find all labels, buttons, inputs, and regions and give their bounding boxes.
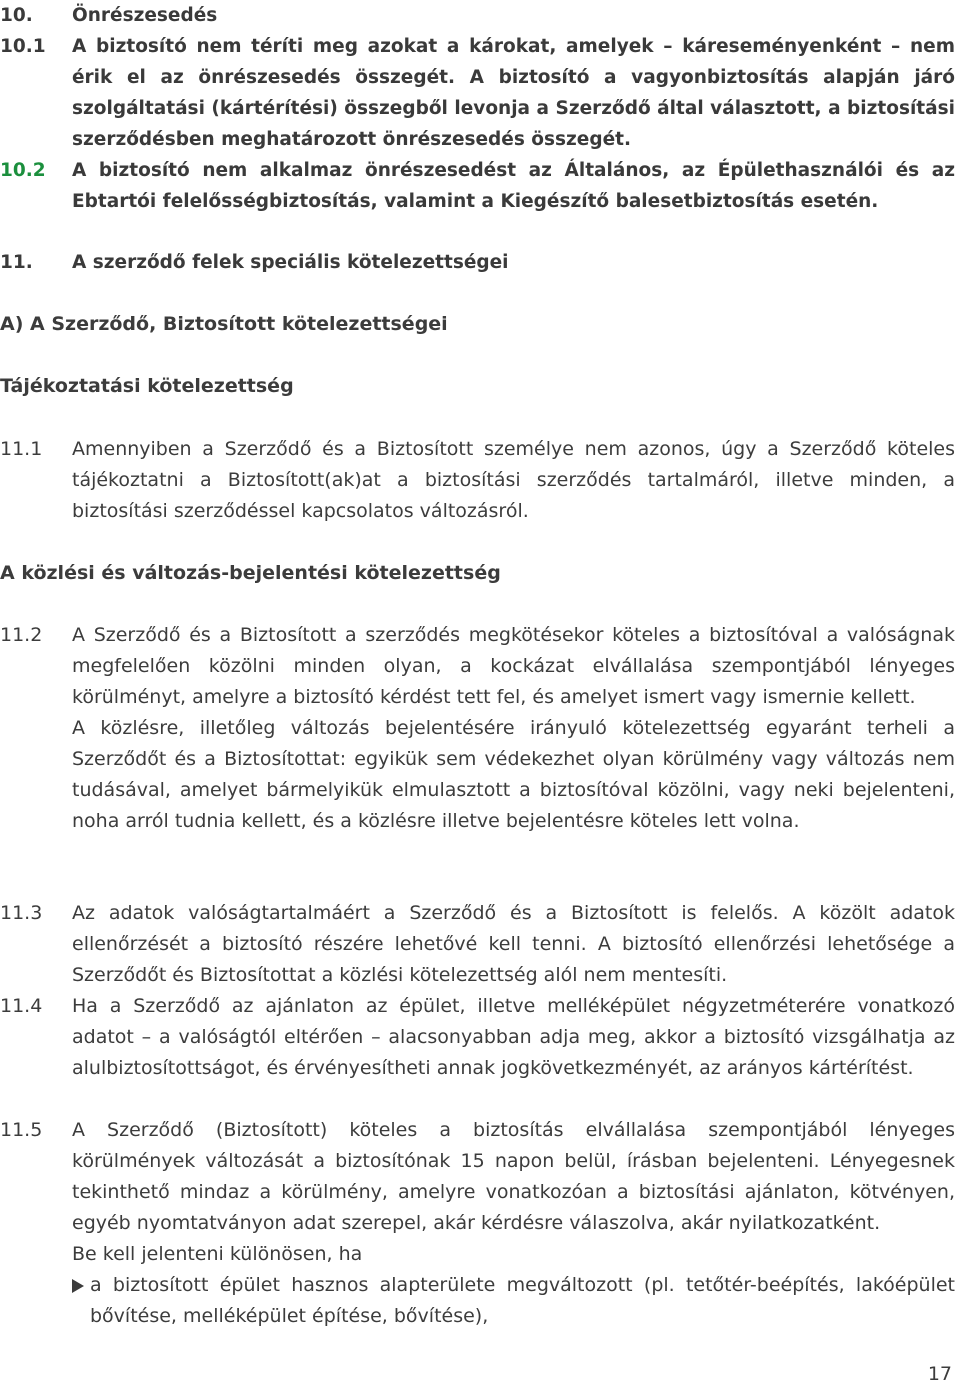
item-11-2 [0,620,960,837]
item-11-2-text-2: A közlésre, illetőleg változás bejelentésére irányuló kötelezettség egyaránt terheli a Szerződőt és a Biztosítottat: egyikük sem védekezhet olyan körülmény vagy változás nem tudásával, amelyet bármelyikük elmulasztott a biztosítóval közölni, vagy neki bejelenteni, noha arról tudnia kellett, és a közlésre illetve bejelentésre köteles lett volna. [72,717,955,832]
item-11-1-text: Amennyiben a Szerződő és a Biztosított személye nem azonos, úgy a Szerződő köteles tájékoztatni a Biztosított(ak)at a biztosítási szerződés tartalmáról, illetve minden, a biztosítási szerződéssel kapcsolatos változásról. [72,438,955,522]
item-11-5-text: A Szerződő (Biztosított) köteles a biztosítás elvállalása szempontjából lényeges körülmények változását a biztosítónak 15 napon belül, írásban bejelenteni. Lényegesnek tekinthető mindaz a körülmény, amelyre vonatkozóan a biztosítási ajánlaton, kötvényen, egyéb nyomtatványon adat szerepel, akár kérdésre válaszolva, akár nyilatkozatként. [72,1119,955,1234]
section-10-heading [0,0,960,31]
section-10-title: Önrészesedés [72,5,218,26]
item-10-2-number: 10.2 [0,160,46,181]
item-10-1 [0,31,960,155]
bullet-item [72,1270,955,1332]
subheading-notice-duty: A közlési és változás-bejelentési kötelezettség [0,562,501,584]
section-10-number: 10. [0,5,33,26]
subheading-a: A) A Szerződő, Biztosított kötelezettségei [0,313,448,335]
section-11-number: 11. [0,252,33,273]
item-11-3-text: Az adatok valóságtartalmáért a Szerződő és a Biztosított is felelős. A közölt adatok ellenőrzését a biztosító részére lehetővé kell tenni. A biztosító ellenőrzési lehetősége a Szerződőt és Biztosítottat a közlési kötelezettség alól nem mentesíti. [72,902,955,986]
item-11-2-number: 11.2 [0,624,43,646]
section-11-heading [0,247,960,278]
item-11-5-number: 11.5 [0,1119,43,1141]
item-11-3-number: 11.3 [0,902,43,924]
item-10-1-number: 10.1 [0,36,46,57]
item-11-4 [0,991,960,1084]
item-11-1-number: 11.1 [0,438,43,460]
item-10-2-text: A biztosító nem alkalmaz önrészesedést az Általános, az Épülethasználói és az Ebtartói felelősségbiztosítás, valamint a Kiegészítő balesetbiztosítás esetén. [72,160,955,212]
page-number: 17 [927,1363,952,1385]
item-11-1 [0,434,960,527]
item-11-4-number: 11.4 [0,995,43,1017]
item-11-3 [0,898,960,991]
item-10-1-text: A biztosító nem téríti meg azokat a károkat, amelyek – káreseményenként – nem érik el az önrészesedés összegét. A biztosító a vagyonbiztosítás alapján járó szolgáltatási (kártérítési) összegből levonja a Szerződő által választott, a biztosítási szerződésben meghatározott önrészesedés összegét. [72,36,955,150]
triangle-right-icon [72,1270,90,1301]
item-11-4-text: Ha a Szerződő az ajánlaton az épület, illetve melléképület négyzetméterére vonatkozó adatot – a valóságtól eltérően – alacsonyabban adja meg, akkor a biztosító vizsgálhatja az alulbiztosítottságot, és érvényesítheti annak jogkövetkezményét, az arányos kártérítést. [72,995,955,1079]
item-11-2-text-block [72,620,955,837]
item-11-5-text-block [72,1115,955,1270]
subheading-info-duty: Tájékoztatási kötelezettség [0,375,294,397]
bullet-text: a biztosított épület hasznos alapterülete megváltozott (pl. tetőtér-beépítés, lakóépület bővítése, melléképület építése, bővítése), [90,1274,955,1327]
item-11-5-text-2: Be kell jelenteni különösen, ha [72,1243,363,1265]
item-11-5 [0,1115,960,1270]
item-10-2 [0,155,960,217]
section-11-title: A szerződő felek speciális kötelezettségei [72,252,509,273]
item-11-2-text: A Szerződő és a Biztosított a szerződés megkötésekor köteles a biztosítóval a valóságnak megfelelően közölni minden olyan, a kockázat elvállalása szempontjából lényeges körülményt, amelyre a biztosító kérdést tett fel, és amelyet ismert vagy ismernie kellett. [72,624,955,708]
